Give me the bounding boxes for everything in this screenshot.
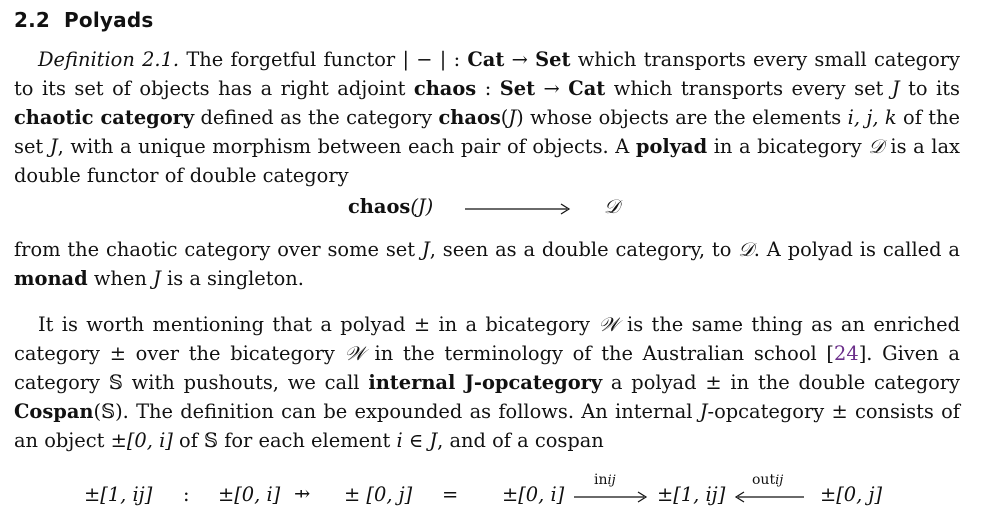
math-colon: :: [183, 483, 190, 506]
math-cat: Cat: [467, 48, 505, 71]
text: defined as the category: [194, 106, 439, 129]
text: which transports every set: [605, 77, 892, 100]
term-polyad: polyad: [635, 135, 708, 158]
text: from the chaotic category over some set: [14, 238, 422, 261]
term-chaotic-category: chaotic category: [14, 106, 195, 129]
definition-label: Definition 2.1.: [38, 48, 180, 71]
text: →: [504, 48, 536, 71]
long-right-arrow-icon: [463, 199, 573, 219]
math-term: ±[1, ij]: [84, 483, 153, 506]
text: consists of an object: [14, 400, 960, 452]
text: to its: [899, 77, 960, 100]
label-out: out: [752, 472, 776, 488]
display-rhs: 𝒟: [604, 195, 620, 218]
math-term: ±[0, j]: [820, 483, 883, 506]
text: (: [500, 106, 509, 129]
math-D: 𝒟: [738, 238, 754, 261]
math-chaos: chaos: [348, 195, 411, 218]
text: ]. Given a category: [14, 342, 960, 394]
display-equation-cospan: [0, 468, 992, 518]
arrow-label-out: [752, 472, 783, 488]
text: ) whose objects are the elements: [516, 106, 848, 129]
text: of 𝕊 for each element: [172, 429, 397, 452]
math-term: ±[0, i]: [502, 483, 565, 506]
right-arrow-icon: [572, 490, 650, 504]
text: is the same thing as an enriched category: [14, 313, 960, 365]
monad-paragraph: [14, 235, 960, 293]
math-equals: =: [442, 483, 459, 506]
math-J: J: [508, 106, 517, 129]
math-term: ± [0, j]: [344, 483, 413, 506]
text: , seen as a double category, to: [429, 238, 739, 261]
math-W: 𝒲: [598, 313, 619, 336]
term-internal-opcategory: internal J-opcategory: [368, 371, 603, 394]
display-equation-chaos: [0, 195, 992, 225]
text: which transports every small category to its set of objects has a right adjoint: [14, 48, 960, 100]
text: in the double category: [721, 371, 960, 394]
section-heading: [14, 8, 153, 32]
math-chaos: chaos: [438, 106, 501, 129]
text: , with a unique morphism between each pair of objects. A: [57, 135, 636, 158]
math-W: 𝒲: [344, 342, 365, 365]
text: is a singleton.: [160, 267, 304, 290]
math-J: J: [153, 267, 161, 290]
math-J: (J): [410, 195, 434, 218]
math-J: J: [421, 238, 430, 261]
label-sub: ij: [607, 473, 616, 488]
term-monad: monad: [14, 267, 88, 290]
proarrow-icon: ⇸: [294, 482, 311, 505]
text: :: [476, 77, 500, 100]
opcategory-paragraph: [14, 310, 960, 455]
math-J: J: [699, 400, 708, 423]
section-number: 2.2: [14, 8, 51, 32]
math-object: ±[0, i]: [110, 429, 173, 452]
math-set: Set: [499, 77, 536, 100]
text: in a bicategory: [707, 135, 869, 158]
math-J: J: [49, 135, 58, 158]
citation-link[interactable]: 24: [834, 342, 859, 365]
term-chaos: chaos: [413, 77, 477, 100]
math-ijk: i, j, k: [847, 106, 897, 129]
text: in the terminology of the Australian school [: [364, 342, 834, 365]
arrow-label-in: [594, 472, 616, 488]
math-S: 𝕊: [108, 371, 123, 394]
math-symbol: ±: [705, 371, 722, 394]
text: . A polyad is called a: [753, 238, 960, 261]
section-title: Polyads: [64, 8, 154, 32]
math-J: J: [891, 77, 900, 100]
math-term: ±[1, ij]: [657, 483, 726, 506]
text: -opcategory: [707, 400, 832, 423]
math-symbol: ±: [831, 400, 848, 423]
text: when: [87, 267, 154, 290]
text: →: [535, 77, 569, 100]
label-sub: ij: [775, 473, 784, 488]
left-arrow-icon: [734, 490, 806, 504]
text: is a lax double functor of double category: [14, 135, 960, 187]
math-term: ±[0, i]: [218, 483, 281, 506]
display-lhs: [348, 195, 433, 218]
text: of the set: [14, 106, 961, 158]
math-symbol: ±: [109, 342, 126, 365]
math-set: Set: [535, 48, 571, 71]
text: (𝕊). The definition can be expounded as follows. An internal: [93, 400, 700, 423]
text: with pushouts, we call: [122, 371, 369, 394]
math-element: i ∈ J: [396, 429, 438, 452]
text: , and of a cospan: [437, 429, 604, 452]
text: in a bicategory: [430, 313, 599, 336]
text: a polyad: [602, 371, 706, 394]
definition-paragraph: [14, 45, 960, 190]
math-D: 𝒟: [868, 135, 884, 158]
text: It is worth mentioning that a polyad: [38, 313, 414, 336]
text: The forgetful functor | − | :: [179, 48, 468, 71]
text: over the bicategory: [125, 342, 345, 365]
math-cat: Cat: [568, 77, 606, 100]
math-cospan: Cospan: [14, 400, 94, 423]
label-in: in: [594, 472, 608, 488]
math-symbol: ±: [413, 313, 431, 336]
